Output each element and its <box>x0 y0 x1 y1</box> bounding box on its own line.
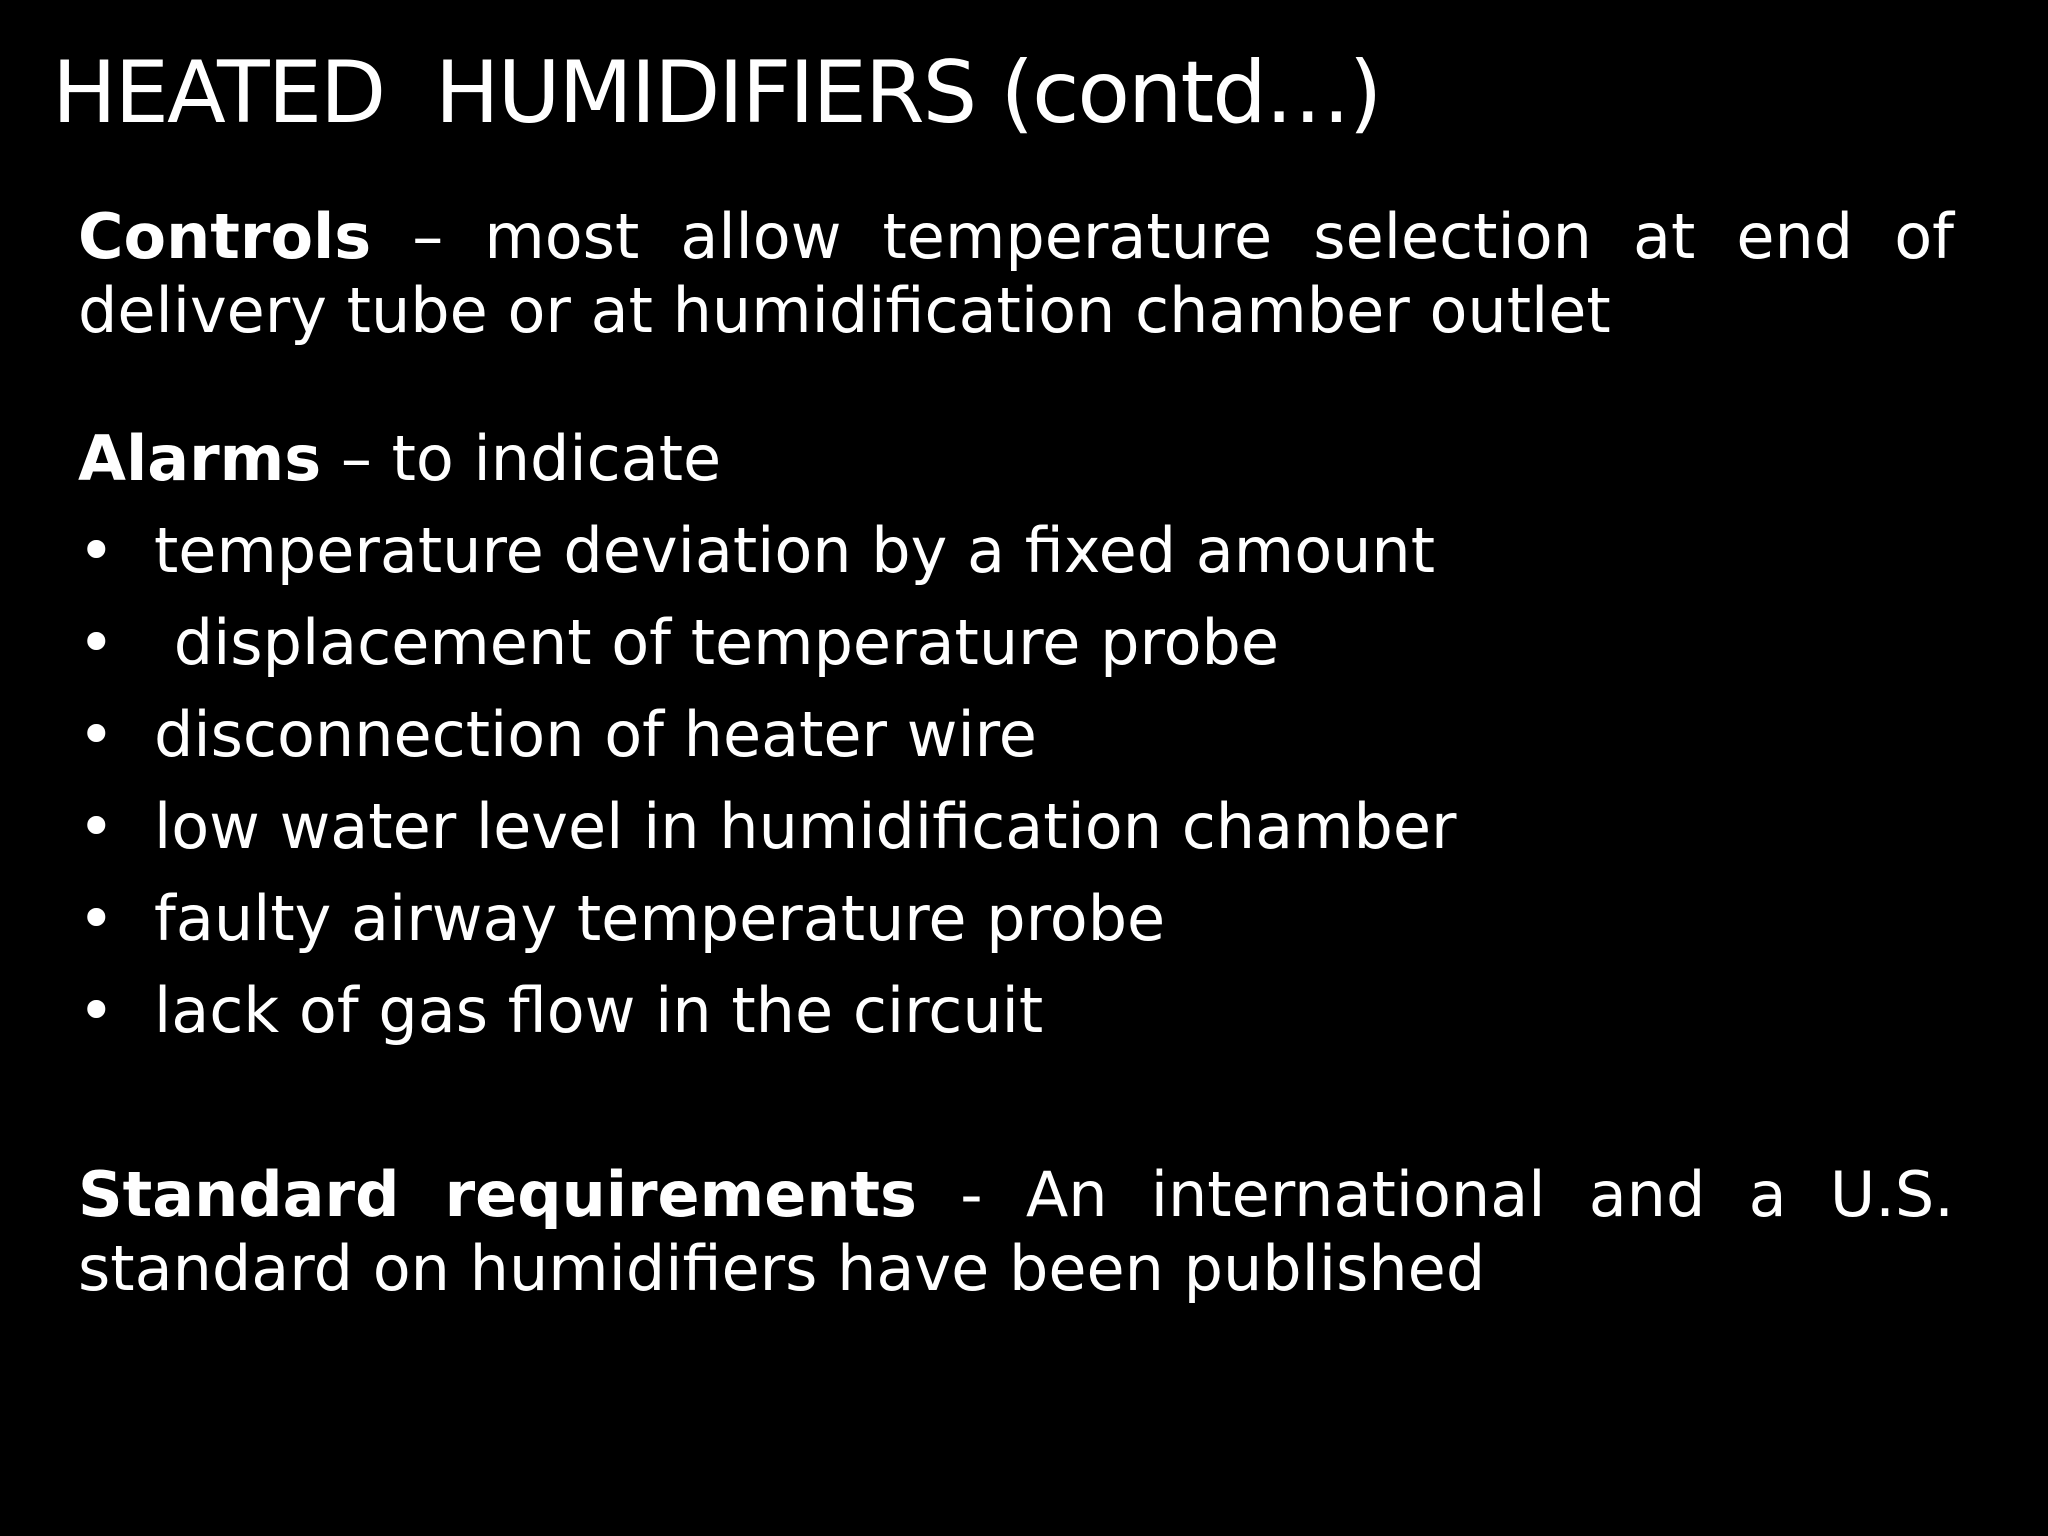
standard-paragraph <box>78 1158 1954 1306</box>
standard-text: - An international and a U.S. standard on humidifiers have been published <box>78 1158 1954 1305</box>
alarm-item-text: temperature deviation by a fixed amount <box>154 514 1436 587</box>
list-item <box>78 698 1954 790</box>
bullet-icon: • <box>78 974 115 1047</box>
bullet-icon: • <box>78 514 115 587</box>
alarms-heading: Alarms <box>78 422 322 495</box>
list-item <box>78 606 1954 698</box>
alarm-item-text: low water level in humidification chamber <box>154 790 1457 863</box>
alarms-text: – to indicate <box>321 422 722 495</box>
bullet-icon: • <box>78 698 115 771</box>
alarms-paragraph <box>78 422 1954 496</box>
standard-heading: Standard requirements <box>78 1158 917 1231</box>
list-item <box>78 974 1954 1066</box>
slide-body <box>78 200 1954 1306</box>
bullet-icon: • <box>78 606 115 679</box>
slide-title: HEATED HUMIDIFIERS (contd…) <box>52 43 1381 143</box>
bullet-icon: • <box>78 882 115 955</box>
list-item <box>78 514 1954 606</box>
list-item <box>78 882 1954 974</box>
bullet-icon: • <box>78 790 115 863</box>
controls-heading: Controls <box>78 200 372 273</box>
controls-paragraph <box>78 200 1954 348</box>
alarm-list <box>78 514 1954 1066</box>
alarm-item-text: lack of gas flow in the circuit <box>154 974 1044 1047</box>
alarm-item-text: displacement of temperature probe <box>154 606 1280 679</box>
list-item <box>78 790 1954 882</box>
alarm-item-text: disconnection of heater wire <box>154 698 1037 771</box>
controls-text: – most allow temperature selection at end of delivery tube or at humidification chamber outlet <box>78 200 1954 347</box>
alarm-item-text: faulty airway temperature probe <box>154 882 1166 955</box>
